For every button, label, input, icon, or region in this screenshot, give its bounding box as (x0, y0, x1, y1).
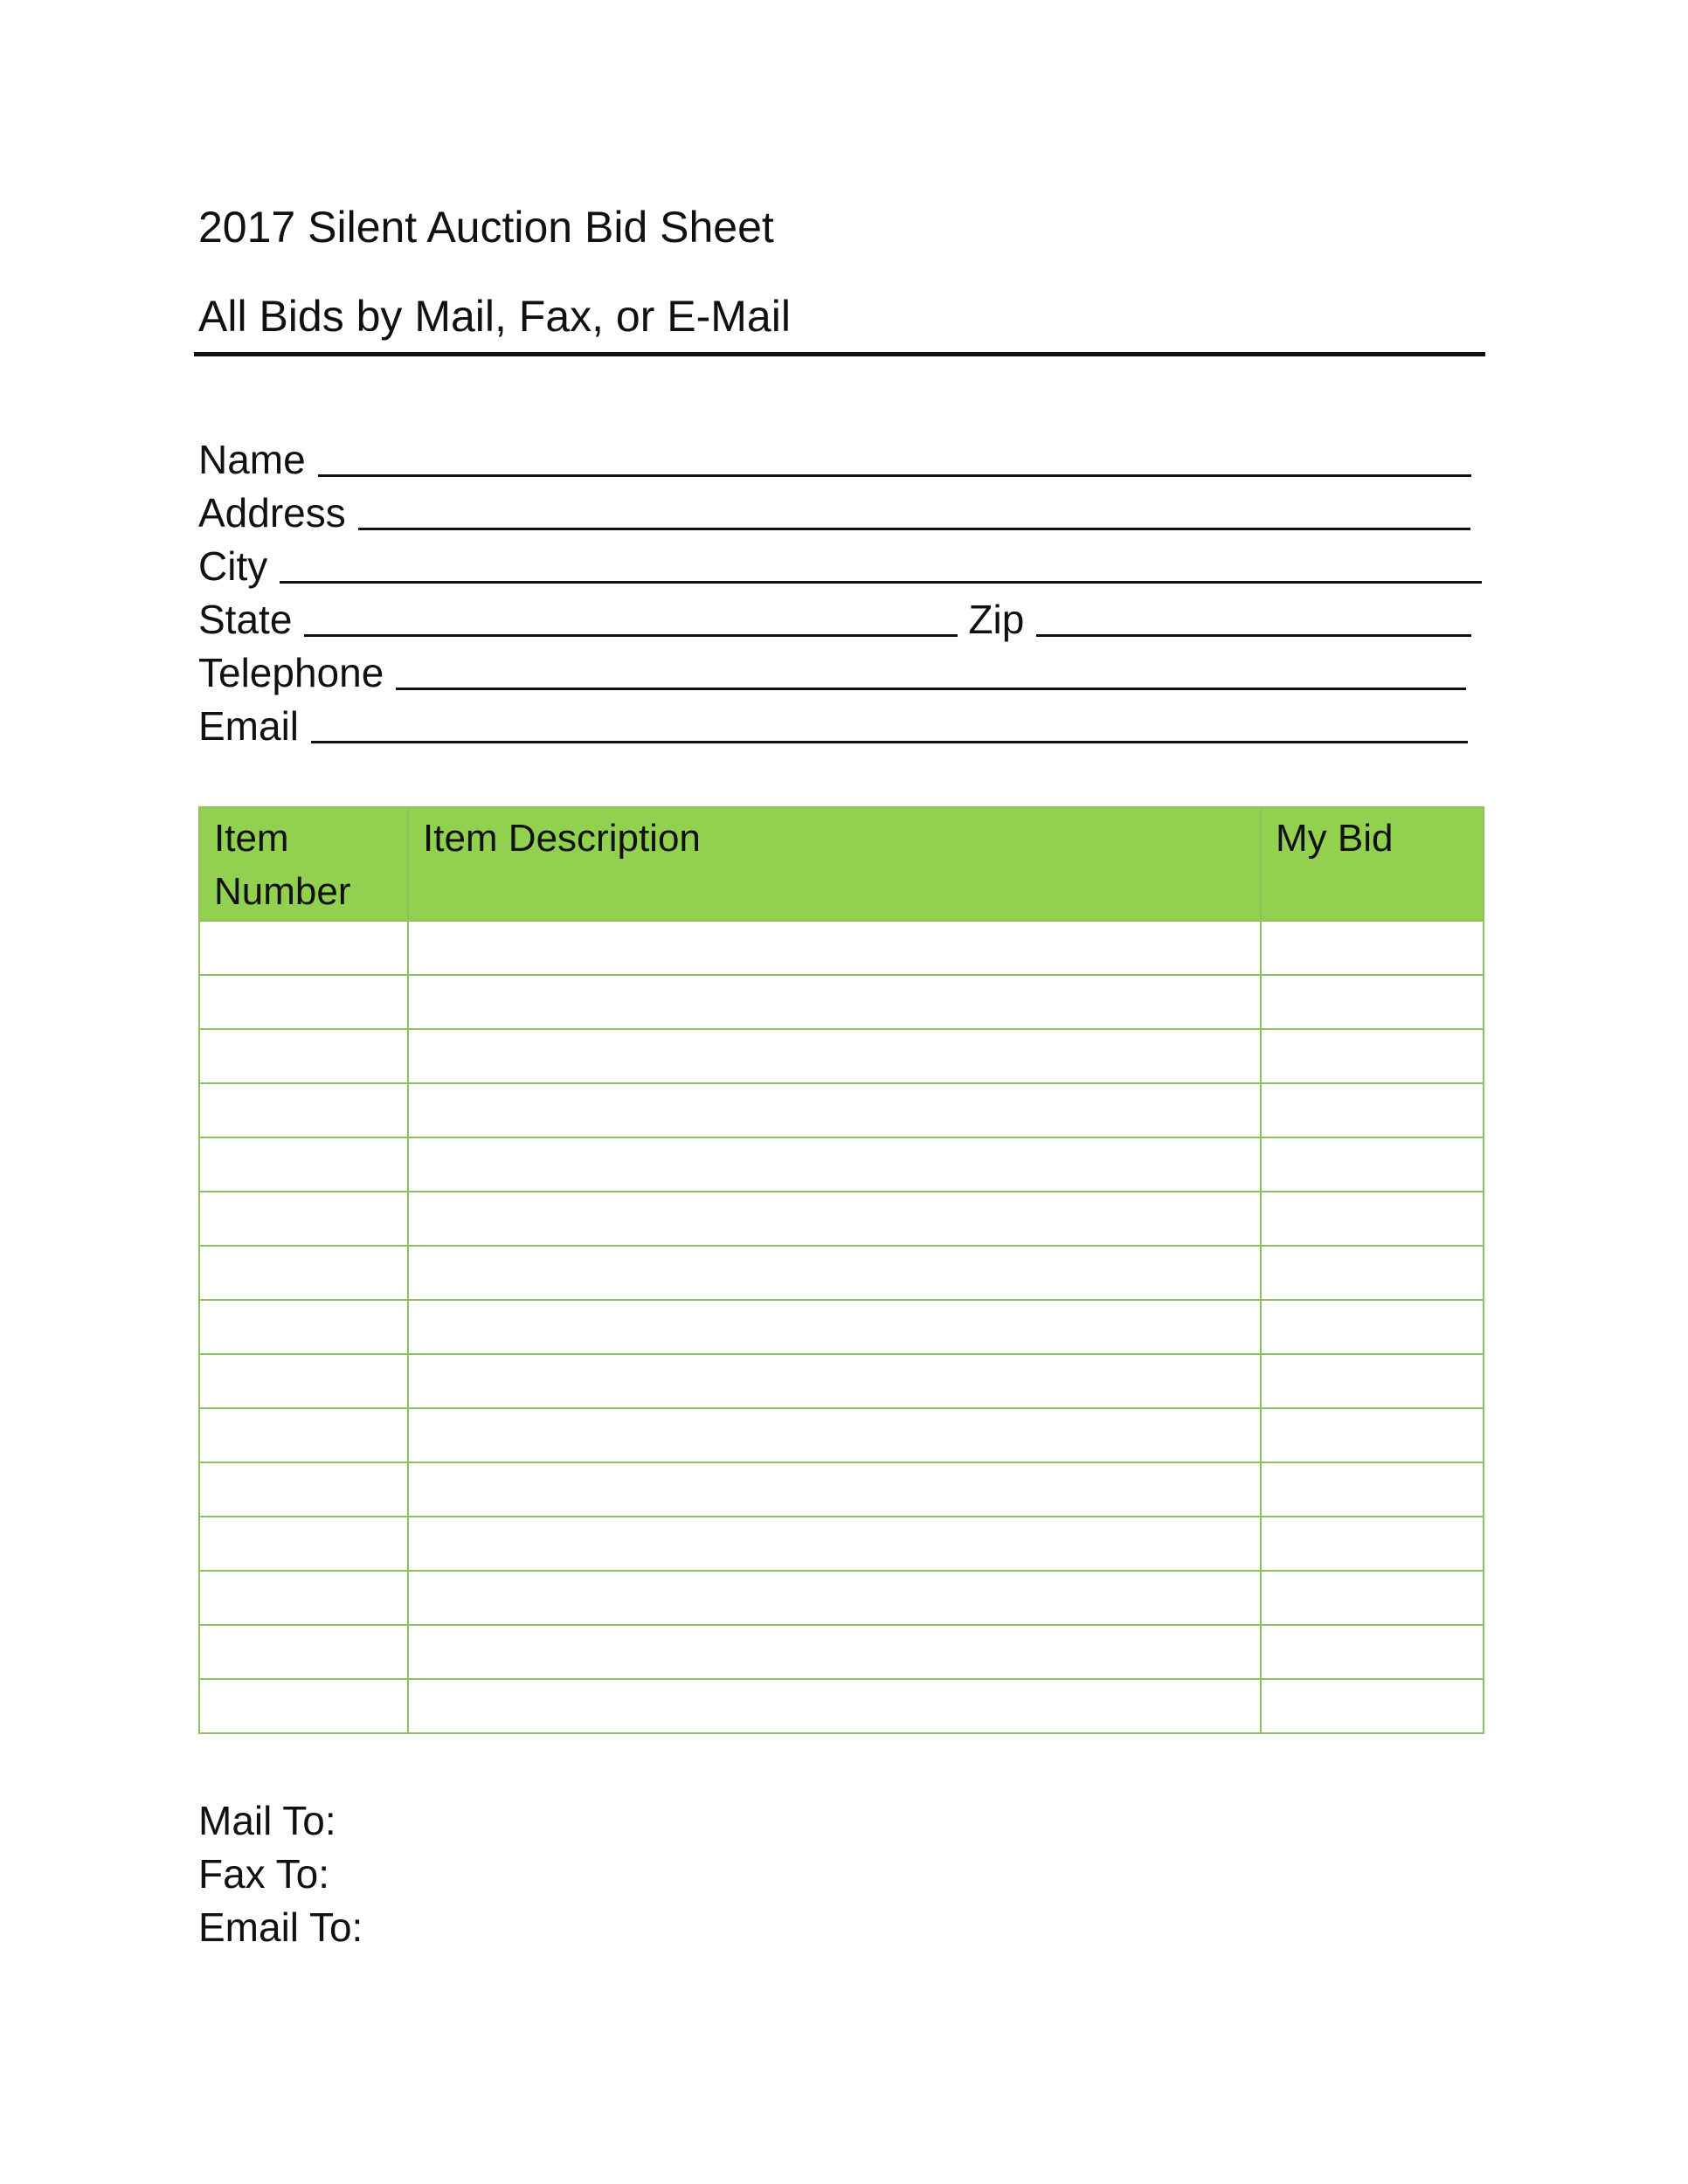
telephone-label: Telephone (198, 650, 384, 695)
state-label: State (198, 597, 293, 642)
table-row (199, 1679, 1484, 1733)
item-description-cell[interactable] (408, 1462, 1261, 1517)
table-row (199, 975, 1484, 1029)
name-field[interactable] (318, 474, 1471, 477)
my-bid-cell[interactable] (1261, 1462, 1484, 1517)
mail-to-label: Mail To: (198, 1798, 336, 1843)
item-description-cell[interactable] (408, 1029, 1261, 1083)
my-bid-cell[interactable] (1261, 1192, 1484, 1246)
table-row (199, 921, 1484, 975)
table-row (199, 1192, 1484, 1246)
city-field[interactable] (280, 581, 1482, 584)
item-description-cell[interactable] (408, 1246, 1261, 1300)
table-row (199, 1625, 1484, 1679)
email-field[interactable] (311, 741, 1468, 743)
item-description-cell[interactable] (408, 1137, 1261, 1192)
name-field-row (198, 430, 1471, 484)
table-row (199, 1246, 1484, 1300)
address-label: Address (198, 490, 346, 536)
my-bid-cell[interactable] (1261, 1517, 1484, 1571)
item-number-cell[interactable] (199, 1517, 408, 1571)
email-to-label: Email To: (198, 1904, 363, 1950)
item-description-cell[interactable] (408, 1517, 1261, 1571)
my-bid-cell[interactable] (1261, 1246, 1484, 1300)
item-number-cell[interactable] (199, 1192, 408, 1246)
item-description-cell[interactable] (408, 1571, 1261, 1625)
table-row (199, 1300, 1484, 1354)
item-number-cell[interactable] (199, 1462, 408, 1517)
item-description-cell[interactable] (408, 1679, 1261, 1733)
my-bid-cell[interactable] (1261, 921, 1484, 975)
item-number-cell[interactable] (199, 1571, 408, 1625)
item-number-cell[interactable] (199, 1679, 408, 1733)
table-row (199, 1571, 1484, 1625)
my-bid-cell[interactable] (1261, 1029, 1484, 1083)
item-description-cell[interactable] (408, 1300, 1261, 1354)
item-number-cell[interactable] (199, 1029, 408, 1083)
telephone-field[interactable] (396, 688, 1466, 690)
my-bid-cell[interactable] (1261, 1137, 1484, 1192)
zip-field[interactable] (1036, 634, 1471, 637)
fax-to-label: Fax To: (198, 1851, 329, 1897)
table-row (199, 1137, 1484, 1192)
item-number-cell[interactable] (199, 1408, 408, 1462)
item-number-cell[interactable] (199, 921, 408, 975)
my-bid-cell[interactable] (1261, 1300, 1484, 1354)
city-label: City (198, 543, 268, 589)
item-description-cell[interactable] (408, 1625, 1261, 1679)
table-row (199, 1462, 1484, 1517)
item-number-cell[interactable] (199, 1300, 408, 1354)
state-field[interactable] (304, 634, 958, 637)
email-field-row (198, 696, 1468, 750)
table-row (199, 1354, 1484, 1408)
table-body (199, 921, 1484, 1733)
my-bid-cell[interactable] (1261, 1408, 1484, 1462)
address-field[interactable] (358, 528, 1470, 530)
name-label: Name (198, 437, 306, 482)
item-number-cell[interactable] (199, 1625, 408, 1679)
column-header-my-bid: My Bid (1261, 807, 1484, 921)
table-row (199, 1083, 1484, 1137)
item-number-cell[interactable] (199, 1137, 408, 1192)
my-bid-cell[interactable] (1261, 1571, 1484, 1625)
table-header-row (199, 807, 1484, 921)
column-header-item-description: Item Description (408, 807, 1261, 921)
zip-label: Zip (968, 597, 1025, 642)
column-header-item-number: Item Number (199, 807, 408, 921)
item-description-cell[interactable] (408, 1408, 1261, 1462)
title-divider (194, 352, 1485, 356)
item-number-cell[interactable] (199, 975, 408, 1029)
address-field-row (198, 483, 1470, 537)
page-title: 2017 Silent Auction Bid Sheet (198, 203, 774, 252)
item-description-cell[interactable] (408, 921, 1261, 975)
item-number-cell[interactable] (199, 1354, 408, 1408)
bid-table (198, 806, 1484, 1734)
item-description-cell[interactable] (408, 1083, 1261, 1137)
page-subtitle: All Bids by Mail, Fax, or E-Mail (198, 292, 791, 341)
item-number-cell[interactable] (199, 1246, 408, 1300)
my-bid-cell[interactable] (1261, 975, 1484, 1029)
city-field-row (198, 536, 1482, 591)
state-zip-field-row (198, 590, 1471, 644)
item-description-cell[interactable] (408, 1354, 1261, 1408)
my-bid-cell[interactable] (1261, 1083, 1484, 1137)
my-bid-cell[interactable] (1261, 1679, 1484, 1733)
my-bid-cell[interactable] (1261, 1625, 1484, 1679)
table-row (199, 1029, 1484, 1083)
table-row (199, 1408, 1484, 1462)
item-description-cell[interactable] (408, 975, 1261, 1029)
my-bid-cell[interactable] (1261, 1354, 1484, 1408)
item-description-cell[interactable] (408, 1192, 1261, 1246)
telephone-field-row (198, 643, 1466, 697)
table-row (199, 1517, 1484, 1571)
email-label: Email (198, 703, 300, 749)
item-number-cell[interactable] (199, 1083, 408, 1137)
